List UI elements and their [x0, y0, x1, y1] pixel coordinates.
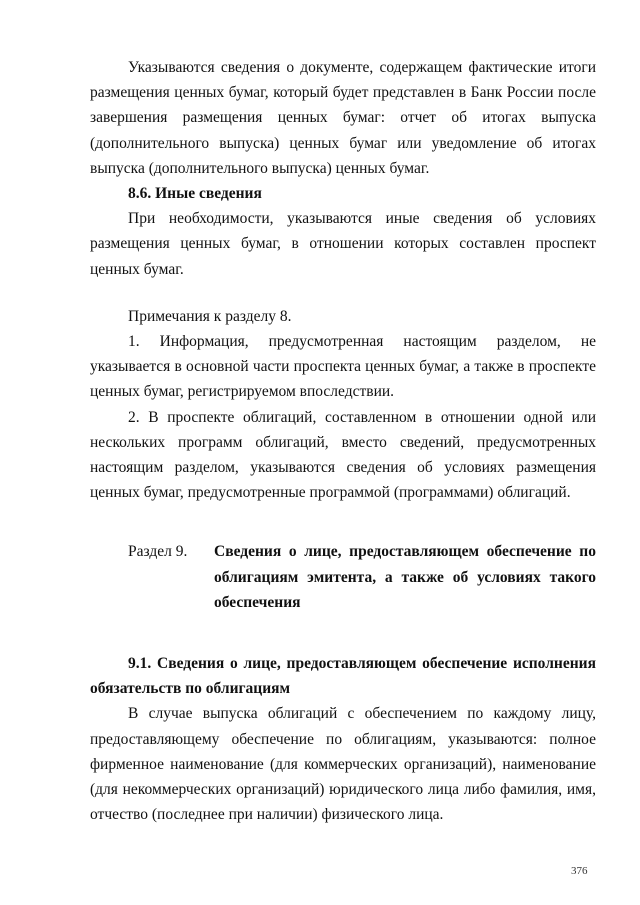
heading-8-6: 8.6. Иные сведения	[128, 185, 262, 203]
section-9-prefix: Раздел 9.	[128, 543, 188, 561]
notes-title: Примечания к разделу 8.	[128, 307, 292, 325]
section-9-title: Сведения о лице, предоставляющем обеспечение по облигациям эмитента, а также об условиях такого обеспечения	[214, 543, 596, 611]
page-number: 376	[571, 865, 588, 877]
document-page	[90, 55, 596, 827]
paragraph-guarantor-info: В случае выпуска облигаций с обеспечением по каждому лицу, предоставляющему обеспечение по облигациям, указываются: полное фирменное наименование (для коммерческих организаций), наименование (для некоммерческих организаций) юридического лица либо фамилия, имя, отчество (последнее при наличии) физического лица.	[90, 705, 596, 824]
note-2: 2. В проспекте облигаций, составленном в отношении одной или нескольких программ облигаций, вместо сведений, предусмотренных настоящим разделом, указываются сведения об условиях размещения ценных бумаг, предусмотренные программой (программами) облигаций.	[90, 408, 596, 502]
section-9-heading	[128, 539, 596, 615]
note-1: 1. Информация, предусмотренная настоящим разделом, не указывается в основной части проспекта ценных бумаг, а также в проспекте ценных бумаг, регистрируемом впоследствии.	[90, 333, 596, 401]
paragraph-other-info: При необходимости, указываются иные сведения об условиях размещения ценных бумаг, в отношении которых составлен проспект ценных бумаг.	[90, 210, 596, 278]
heading-9-1: 9.1. Сведения о лице, предоставляющем обеспечение исполнения обязательств по облигациям	[90, 655, 596, 698]
paragraph-report-info: Указываются сведения о документе, содержащем фактические итоги размещения ценных бумаг, который будет представлен в Банк России после завершения размещения ценных бумаг: отчет об итогах выпуска (дополнительного выпуска) ценных бумаг или уведомление об итогах выпуска (дополнительного выпуска) ценных бумаг.	[90, 59, 596, 177]
